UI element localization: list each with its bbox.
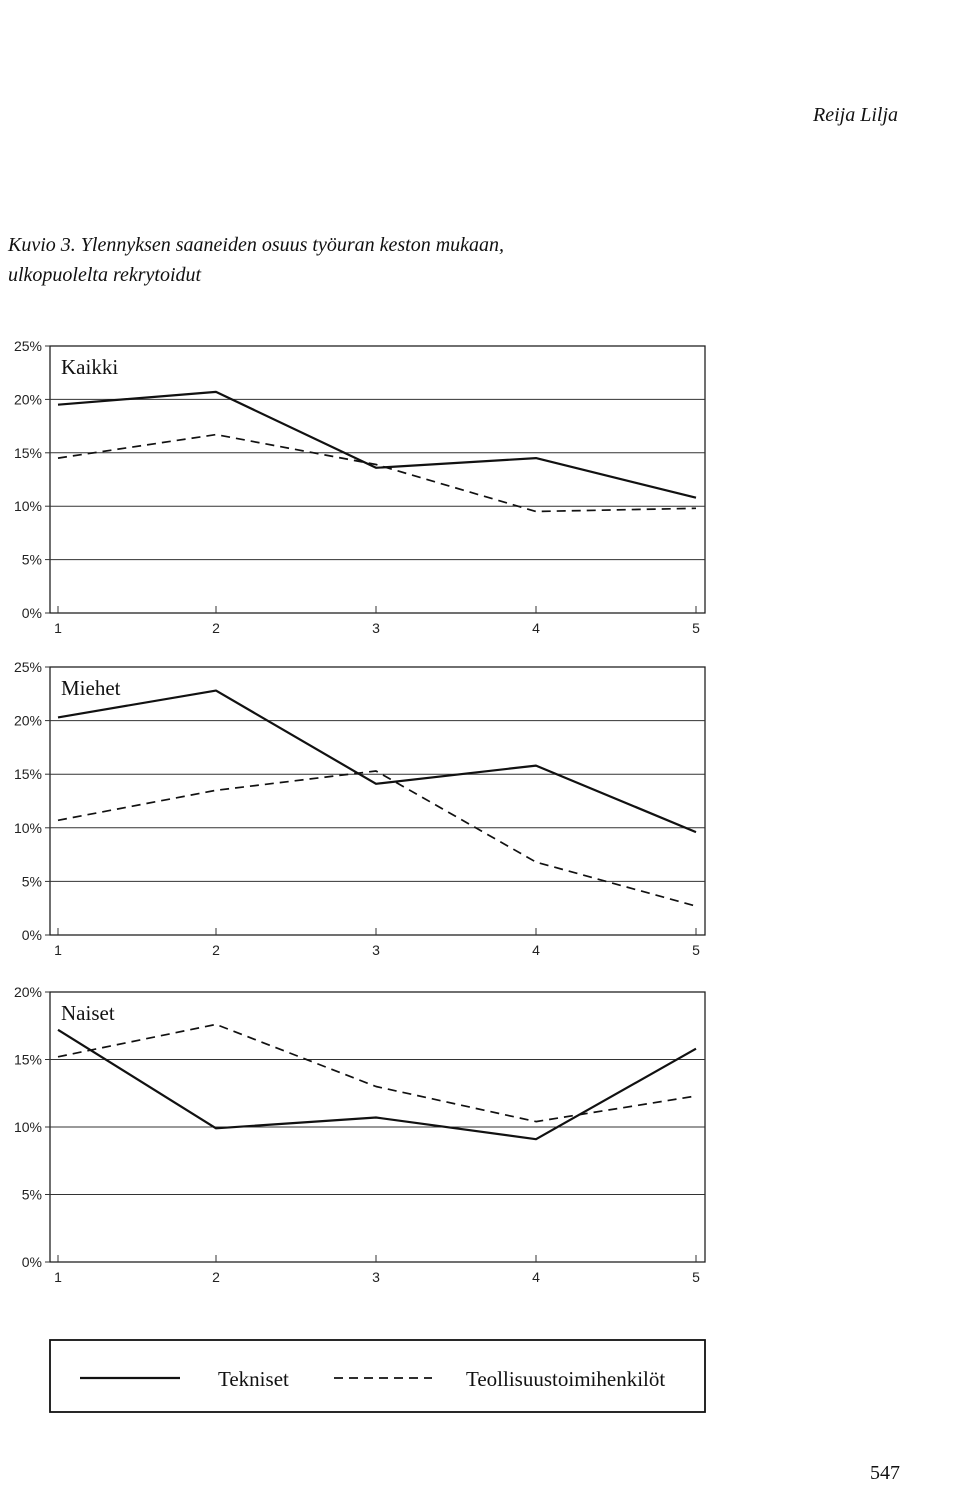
chart-panel-1 bbox=[14, 338, 705, 636]
y-tick-label: 10% bbox=[13, 498, 42, 515]
x-tick-label: 1 bbox=[54, 942, 62, 958]
caption-line-2: ulkopuolelta rekrytoidut bbox=[8, 264, 202, 286]
x-tick-label: 3 bbox=[372, 620, 380, 636]
x-tick-label: 4 bbox=[532, 620, 540, 636]
chart-panel-3 bbox=[14, 984, 705, 1285]
y-tick-label: 15% bbox=[13, 1051, 42, 1068]
y-tick-label: 25% bbox=[13, 338, 42, 354]
x-tick-label: 2 bbox=[212, 942, 220, 958]
y-tick-label: 0% bbox=[21, 927, 42, 943]
y-tick-label: 5% bbox=[21, 873, 42, 890]
y-tick-label: 15% bbox=[13, 444, 42, 461]
series-dashed-line bbox=[58, 1024, 696, 1121]
y-tick-label: 25% bbox=[13, 659, 42, 675]
legend bbox=[50, 1340, 705, 1412]
series-solid-line bbox=[58, 691, 696, 833]
x-tick-label: 3 bbox=[372, 942, 380, 958]
author-header: Reija Lilja bbox=[813, 104, 898, 126]
chart-panel-2 bbox=[14, 659, 705, 958]
y-tick-label: 20% bbox=[13, 712, 42, 729]
plot-frame bbox=[50, 346, 705, 613]
x-tick-label: 5 bbox=[692, 620, 700, 636]
y-tick-label: 5% bbox=[21, 1186, 42, 1203]
x-tick-label: 2 bbox=[212, 620, 220, 636]
y-tick-label: 0% bbox=[21, 605, 42, 621]
x-tick-label: 4 bbox=[532, 1269, 540, 1285]
plot-frame bbox=[50, 667, 705, 935]
legend-label-tekniset: Tekniset bbox=[218, 1367, 289, 1391]
y-tick-label: 5% bbox=[21, 551, 42, 568]
y-tick-label: 20% bbox=[13, 984, 42, 1000]
x-tick-label: 5 bbox=[692, 942, 700, 958]
series-solid-line bbox=[58, 1030, 696, 1139]
y-tick-label: 0% bbox=[21, 1254, 42, 1270]
panel-title: Naiset bbox=[61, 1001, 115, 1025]
legend-label-teollisuus: Teollisuustoimihenkilöt bbox=[466, 1367, 666, 1391]
y-tick-label: 10% bbox=[13, 1119, 42, 1135]
x-tick-label: 3 bbox=[372, 1269, 380, 1285]
panel-title: Kaikki bbox=[61, 355, 119, 379]
x-tick-label: 5 bbox=[692, 1269, 700, 1285]
series-solid-line bbox=[58, 392, 696, 498]
x-tick-label: 2 bbox=[212, 1269, 220, 1285]
page-number: 547 bbox=[870, 1462, 900, 1484]
y-tick-label: 15% bbox=[13, 766, 42, 783]
x-tick-label: 1 bbox=[54, 620, 62, 636]
y-tick-label: 20% bbox=[13, 391, 42, 408]
x-tick-label: 4 bbox=[532, 942, 540, 958]
panel-title: Miehet bbox=[61, 676, 121, 700]
x-tick-label: 1 bbox=[54, 1269, 62, 1285]
caption-line-1: Kuvio 3. Ylennyksen saaneiden osuus työuran keston mukaan, bbox=[8, 234, 505, 256]
y-tick-label: 10% bbox=[13, 819, 42, 836]
